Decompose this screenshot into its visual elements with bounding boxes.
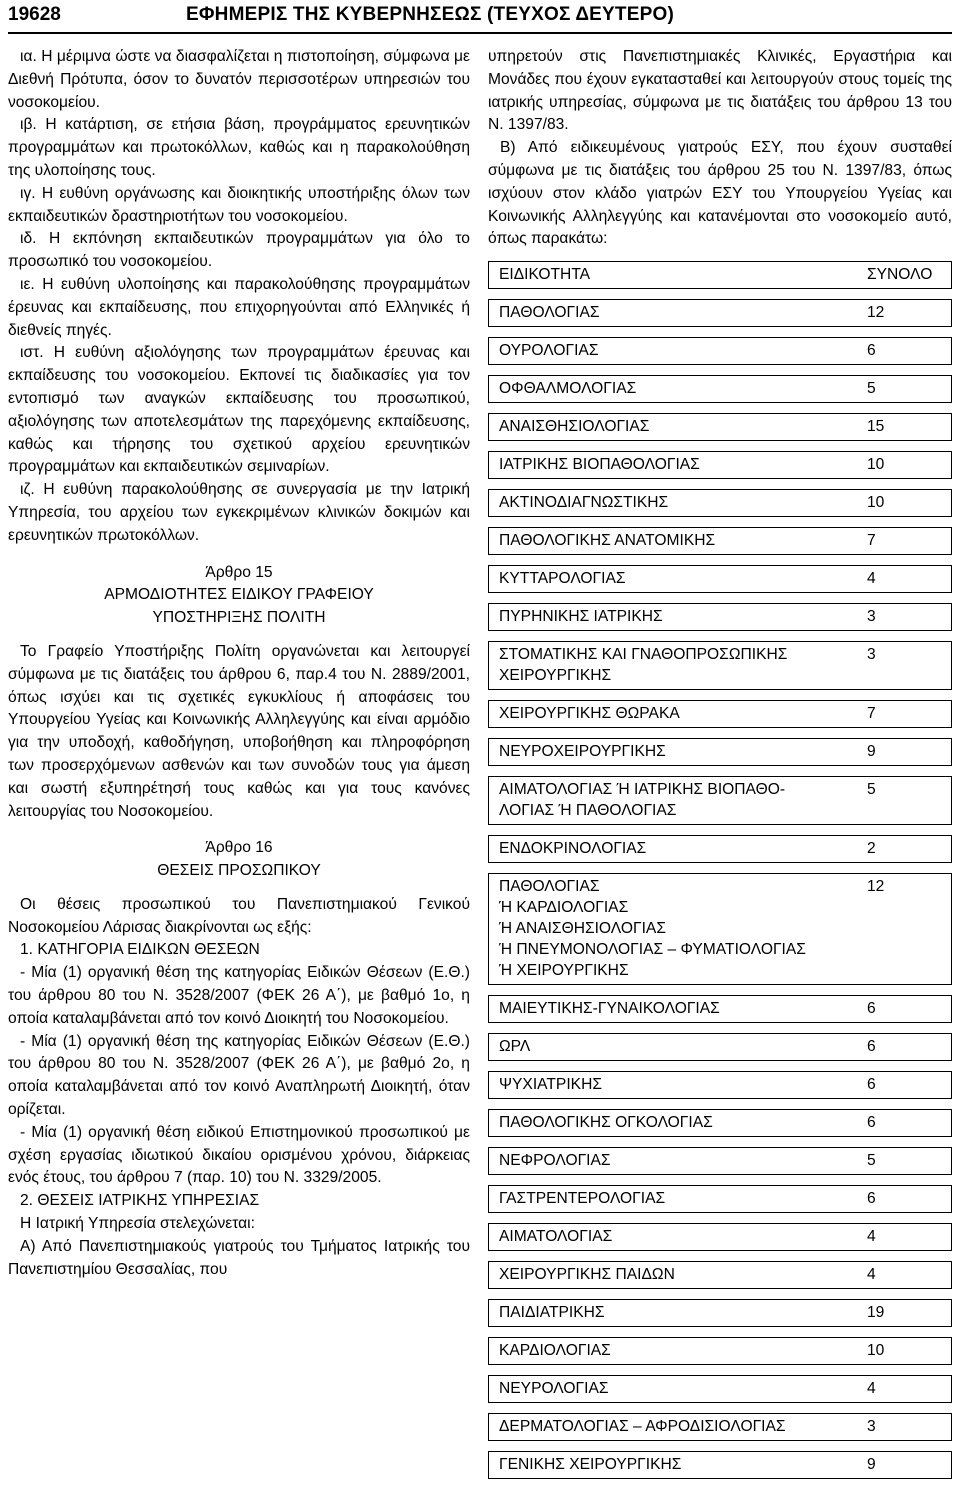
total-cell: 6: [867, 1076, 876, 1094]
table-row: [488, 1413, 952, 1441]
article-15-number: Άρθρο 15: [205, 563, 273, 581]
left-column: [8, 46, 470, 1281]
paragraph-ie: ιε. Η ευθύνη υλοποίησης και παρακολούθησης προγραμμάτων έρευνας και εκπαίδευσης, που επιχορηγούνται από Ελληνικές ή διεθνείς πηγές.: [8, 275, 470, 339]
total-cell: 10: [867, 456, 885, 474]
total-cell: 9: [867, 743, 876, 761]
specialty-cell: ΝΕΥΡΟΛΟΓΙΑΣ: [499, 1380, 609, 1398]
total-cell: 9: [867, 1456, 876, 1474]
specialty-cell: ΩΡΛ: [499, 1038, 531, 1056]
total-cell: 6: [867, 1190, 876, 1208]
specialty-cell: ΝΕΥΡΟΧΕΙΡΟΥΡΓΙΚΗΣ: [499, 743, 666, 761]
table-row: [488, 1071, 952, 1099]
article-16-position-1: - Μία (1) οργανική θέση της κατηγορίας Ειδικών Θέσεων (Ε.Θ.) του άρθρου 80 του Ν. 3528/2007 (ΦΕΚ 26 Α΄), με βαθμό 1ο, η οποία καταλαμβάνεται από τον κοινό Διοικητή του Νοσοκομείου.: [8, 964, 470, 1027]
table-row: [488, 1033, 952, 1061]
specialty-cell: ΑΙΜΑΤΟΛΟΓΙΑΣ: [499, 1228, 613, 1246]
table-row: [488, 738, 952, 766]
table-row: [488, 835, 952, 863]
article-16-number: Άρθρο 16: [205, 839, 273, 857]
specialty-cell: ΠΑΙΔΙΑΤΡΙΚΗΣ: [499, 1304, 605, 1322]
specialty-cell: ΠΑΘΟΛΟΓΙΑΣ Ή ΚΑΡΔΙΟΛΟΓΙΑΣ Ή ΑΝΑΙΣΘΗΣΙΟΛΟΓΙΑΣ Ή ΠΝΕΥΜΟΝΟΛΟΓΙΑΣ – ΦΥΜΑΤΙΟΛΟΓΙΑΣ Ή ΧΕΙΡΟΥΡΓΙΚΗΣ: [499, 878, 806, 980]
right-column: [488, 46, 952, 1489]
paragraph-ig: ιγ. Η ευθύνη οργάνωσης και διοικητικής υποστήριξης όλων των εκπαιδευτικών δραστηριοτήτων του νοσοκομείου.: [8, 184, 470, 225]
article-16-intro: Οι θέσεις προσωπικού του Πανεπιστημιακού Γενικού Νοσοκομείου Λάρισας διακρίνονται ως εξής:: [8, 895, 470, 936]
specialty-cell: ΟΦΘΑΛΜΟΛΟΓΙΑΣ: [499, 380, 637, 398]
paragraph-ist: ιστ. Η ευθύνη αξιολόγησης των προγραμμάτων έρευνας και εκπαίδευσης του νοσοκομείου. Εκπονεί τις διαδικασίες για τον εντοπισμό των αναγκών εκπαίδευσης του προσωπικού, αξιολόγησης των αποτελεσμάτων της παρεχόμενης εκπαίδευσης, καθώς και τήρησης του σχετικού αρχείου ερευνητικών προγραμμάτων και εκπαιδευτικών σεμιναρίων.: [8, 344, 470, 476]
article-16-category-heading: 1. ΚΑΤΗΓΟΡΙΑ ΕΙΔΙΚΩΝ ΘΕΣΕΩΝ: [20, 941, 260, 959]
table-row: [488, 873, 952, 985]
specialty-cell: ΑΚΤΙΝΟΔΙΑΓΝΩΣΤΙΚΗΣ: [499, 494, 669, 512]
article-15-title-line2: ΥΠΟΣΤΗΡΙΞΗΣ ΠΟΛΙΤΗ: [152, 609, 326, 627]
total-cell: 12: [867, 304, 885, 322]
page-header: [8, 0, 952, 34]
header-total: ΣΥΝΟΛΟ: [867, 266, 933, 284]
specialties-table: [488, 261, 952, 1479]
article-16-medical-intro: Η Ιατρική Υπηρεσία στελεχώνεται:: [20, 1215, 255, 1233]
table-row: [488, 641, 952, 690]
article-15-title-line1: ΑΡΜΟΔΙΟΤΗΤΕΣ ΕΙΔΙΚΟΥ ΓΡΑΦΕΙΟΥ: [104, 586, 374, 604]
total-cell: 7: [867, 705, 876, 723]
specialty-cell: ΨΥΧΙΑΤΡΙΚΗΣ: [499, 1076, 602, 1094]
specialty-cell: ΑΝΑΙΣΘΗΣΙΟΛΟΓΙΑΣ: [499, 418, 650, 436]
paragraph-ib: ιβ. Η κατάρτιση, σε ετήσια βάση, προγράμματος ερευνητικών προγραμμάτων και πρωτοκόλλων, καθώς και η παρακολούθηση της υλοποίησης τους.: [8, 116, 470, 179]
table-row: [488, 776, 952, 825]
total-cell: 6: [867, 1000, 876, 1018]
table-row: [488, 995, 952, 1023]
table-header-row: [488, 261, 952, 289]
specialty-cell: ΠΑΘΟΛΟΓΙΚΗΣ ΑΝΑΤΟΜΙΚΗΣ: [499, 532, 716, 550]
specialty-cell: ΚΥΤΤΑΡΟΛΟΓΙΑΣ: [499, 570, 626, 588]
table-row: [488, 413, 952, 441]
specialty-cell: ΑΙΜΑΤΟΛΟΓΙΑΣ Ή ΙΑΤΡΙΚΗΣ ΒΙΟΠΑΘΟ- ΛΟΓΙΑΣ Ή ΠΑΘΟΛΟΓΙΑΣ: [499, 781, 786, 820]
total-cell: 5: [867, 1152, 876, 1170]
specialty-cell: ΣΤΟΜΑΤΙΚΗΣ ΚΑΙ ΓΝΑΘΟΠΡΟΣΩΠΙΚΗΣ ΧΕΙΡΟΥΡΓΙΚΗΣ: [499, 646, 788, 685]
specialty-cell: ΔΕΡΜΑΤΟΛΟΓΙΑΣ – ΑΦΡΟΔΙΣΙΟΛΟΓΙΑΣ: [499, 1418, 786, 1436]
table-row: [488, 1375, 952, 1403]
total-cell: 7: [867, 532, 876, 550]
article-15-paragraph: Το Γραφείο Υποστήριξης Πολίτη οργανώνεται και λειτουργεί σύμφωνα με τις διατάξεις του άρθρου 6, παρ.4 του Ν. 2889/2001, όπως ισχύει και τις σχετικές εγκυκλίους ή αποφάσεις του Υπουργείου Υγείας και Κοινωνικής Αλληλεγγύης και είναι αρμόδιο για την υποδοχή, καθοδήγηση, υποβοήθηση και πληροφόρηση των προσερχόμενων ασθενών και των συνοδών τους για άμεση και σωστή εξυπηρέτησή τους καθώς και για τους κανόνες λειτουργίας του Νοσοκομείου.: [8, 642, 470, 820]
table-row: [488, 1185, 952, 1213]
right-paragraph-b: Β) Από ειδικευμένους γιατρούς ΕΣΥ, που έχουν συσταθεί σύμφωνα με τις διατάξεις του άρθρου 25 του Ν. 1397/83, όπως ισχύουν στον κλάδο γιατρών ΕΣΥ του Υπουργείου Υγείας και Κοινωνικής Αλληλεγγύης και κατανέμονται στο νοσοκομείο αυτό, όπως παρακάτω:: [488, 139, 952, 248]
specialty-cell: ΙΑΤΡΙΚΗΣ ΒΙΟΠΑΘΟΛΟΓΙΑΣ: [499, 456, 700, 474]
right-paragraph-continuation: υπηρετούν στις Πανεπιστημιακές Κλινικές, Εργαστήρια και Μονάδες που έχουν εγκατασταθεί και λειτουργούν στους τομείς της ιατρικής υπηρεσίας, σύμφωνα με τις διατάξεις του άρθρου 13 του Ν. 1397/83.: [488, 48, 952, 134]
gazette-title: ΕΦΗΜΕΡΙΣ ΤΗΣ ΚΥΒΕΡΝΗΣΕΩΣ (ΤΕΥΧΟΣ ΔΕΥΤΕΡΟ): [186, 4, 674, 25]
table-row: [488, 565, 952, 593]
table-row: [488, 451, 952, 479]
total-cell: 3: [867, 1418, 876, 1436]
total-cell: 4: [867, 1266, 876, 1284]
total-cell: 5: [867, 781, 876, 799]
table-row: [488, 337, 952, 365]
table-row: [488, 1261, 952, 1289]
total-cell: 10: [867, 494, 885, 512]
specialty-cell: ΓΕΝΙΚΗΣ ΧΕΙΡΟΥΡΓΙΚΗΣ: [499, 1456, 682, 1474]
specialty-cell: ΜΑΙΕΥΤΙΚΗΣ-ΓΥΝΑΙΚΟΛΟΓΙΑΣ: [499, 1000, 720, 1018]
table-row: [488, 1337, 952, 1365]
total-cell: 6: [867, 342, 876, 360]
article-16-position-2: - Μία (1) οργανική θέση της κατηγορίας Ειδικών Θέσεων (Ε.Θ.) του άρθρου 80 του Ν. 3528/2007 (ΦΕΚ 26 Α΄), με βαθμό 2ο, η οποία καταλαμβάνεται από τον κοινό Αναπληρωτή Διοικητή, όταν ορίζεται.: [8, 1032, 470, 1119]
total-cell: 6: [867, 1114, 876, 1132]
table-row: [488, 375, 952, 403]
table-row: [488, 1451, 952, 1479]
table-row: [488, 1109, 952, 1137]
specialty-cell: ΚΑΡΔΙΟΛΟΓΙΑΣ: [499, 1342, 611, 1360]
total-cell: 4: [867, 1380, 876, 1398]
total-cell: 4: [867, 570, 876, 588]
total-cell: 3: [867, 646, 876, 664]
total-cell: 4: [867, 1228, 876, 1246]
table-row: [488, 527, 952, 555]
table-row: [488, 603, 952, 631]
table-row: [488, 489, 952, 517]
total-cell: 19: [867, 1304, 885, 1322]
page-number: 19628: [8, 4, 61, 25]
specialty-cell: ΠΥΡΗΝΙΚΗΣ ΙΑΤΡΙΚΗΣ: [499, 608, 663, 626]
specialty-cell: ΓΑΣΤΡΕΝΤΕΡΟΛΟΓΙΑΣ: [499, 1190, 666, 1208]
specialty-cell: ΠΑΘΟΛΟΓΙΑΣ: [499, 304, 600, 322]
paragraph-iz: ιζ. Η ευθύνη παρακολούθησης σε συνεργασία με την Ιατρική Υπηρεσία, του αρχείου των εγκεκριμένων κλινικών δοκιμών και ερευνητικών πρωτοκόλλων.: [8, 481, 470, 544]
total-cell: 6: [867, 1038, 876, 1056]
specialty-cell: ΝΕΦΡΟΛΟΓΙΑΣ: [499, 1152, 611, 1170]
table-row: [488, 1147, 952, 1175]
article-16-medical-heading: 2. ΘΕΣΕΙΣ ΙΑΤΡΙΚΗΣ ΥΠΗΡΕΣΙΑΣ: [20, 1192, 260, 1210]
table-row: [488, 1299, 952, 1327]
specialty-cell: ΧΕΙΡΟΥΡΓΙΚΗΣ ΠΑΙΔΩΝ: [499, 1266, 675, 1284]
total-cell: 15: [867, 418, 885, 436]
paragraph-id: ιδ. Η εκπόνηση εκπαιδευτικών προγραμμάτων για όλο το προσωπικό του νοσοκομείου.: [8, 230, 470, 271]
header-specialty: ΕΙΔΙΚΟΤΗΤΑ: [499, 266, 591, 284]
specialty-cell: ΠΑΘΟΛΟΓΙΚΗΣ ΟΓΚΟΛΟΓΙΑΣ: [499, 1114, 713, 1132]
specialty-cell: ΟΥΡΟΛΟΓΙΑΣ: [499, 342, 599, 360]
table-row: [488, 299, 952, 327]
article-16-medical-a: Α) Από Πανεπιστημιακούς γιατρούς του Τμήματος Ιατρικής του Πανεπιστημίου Θεσσαλίας, που: [8, 1237, 470, 1278]
article-16-position-3: - Μία (1) οργανική θέση ειδικού Επιστημονικού προσωπικού με σχέση εργασίας ιδιωτικού δικαίου ορισμένου χρόνου, διάρκειας ενός έτους, του άρθρου 7 (παρ. 10) του Ν. 3329/2005.: [8, 1123, 470, 1187]
specialty-cell: ΕΝΔΟΚΡΙΝΟΛΟΓΙΑΣ: [499, 840, 647, 858]
paragraph-ia: ια. Η μέριμνα ώστε να διασφαλίζεται η πιστοποίηση, σύμφωνα με Διεθνή Πρότυπα, όσον το δυνατόν περισσοτέρων υπηρεσιών του νοσοκομείου.: [8, 48, 470, 111]
total-cell: 3: [867, 608, 876, 626]
total-cell: 10: [867, 1342, 885, 1360]
specialty-cell: ΧΕΙΡΟΥΡΓΙΚΗΣ ΘΩΡΑΚΑ: [499, 705, 680, 723]
article-16-title: ΘΕΣΕΙΣ ΠΡΟΣΩΠΙΚΟΥ: [157, 862, 321, 880]
table-row: [488, 1223, 952, 1251]
table-row: [488, 700, 952, 728]
total-cell: 2: [867, 840, 876, 858]
total-cell: 5: [867, 380, 876, 398]
total-cell: 12: [867, 878, 885, 896]
